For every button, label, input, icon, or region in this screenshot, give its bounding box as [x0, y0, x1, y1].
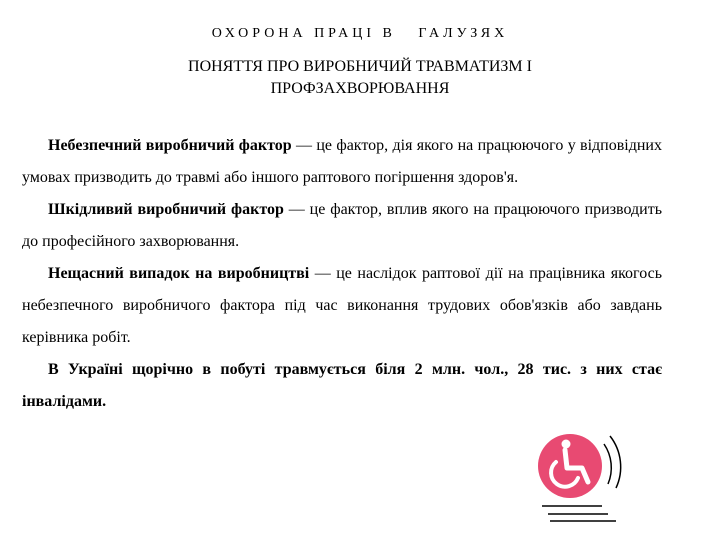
paragraph-hazard-factor [22, 130, 662, 194]
term-harmful-factor: Шкідливий виробничий фактор [48, 201, 284, 218]
title-line-1: ПОНЯТТЯ ПРО ВИРОБНИЧИЙ ТРАВМАТИЗМ І [188, 58, 532, 75]
statistics-text: В Україні щорічно в побуті травмується біля 2 млн. чол., 28 тис. з них стає інвалідами. [22, 361, 662, 410]
term-hazard-factor: Небезпечний виробничий фактор [48, 137, 292, 154]
title-line-2: ПРОФЗАХВОРЮВАННЯ [270, 80, 450, 97]
definition-hazard-factor: — це фактор, дія якого на працюючого у відповідних умовах призводить до травмі або іншого раптового погіршення здоров'я. [22, 137, 662, 186]
paragraph-harmful-factor [22, 194, 662, 258]
body-text [22, 130, 662, 418]
page-header: ОХОРОНА ПРАЦІ В ГАЛУЗЯХ [211, 26, 509, 41]
term-accident: Нещасний випадок на виробництві [48, 265, 310, 282]
definition-accident: — це наслідок раптової дії на працівника якогось небезпечного виробничого фактора під час виконання трудових обов'язків або завдань керівника робіт. [22, 265, 663, 346]
page-title [100, 56, 620, 100]
paragraph-accident [22, 258, 662, 354]
definition-harmful-factor: — це фактор, вплив якого на працюючого призводить до професійного захворювання. [22, 201, 662, 250]
wheelchair-icon [520, 418, 640, 528]
paragraph-statistics [22, 354, 662, 418]
